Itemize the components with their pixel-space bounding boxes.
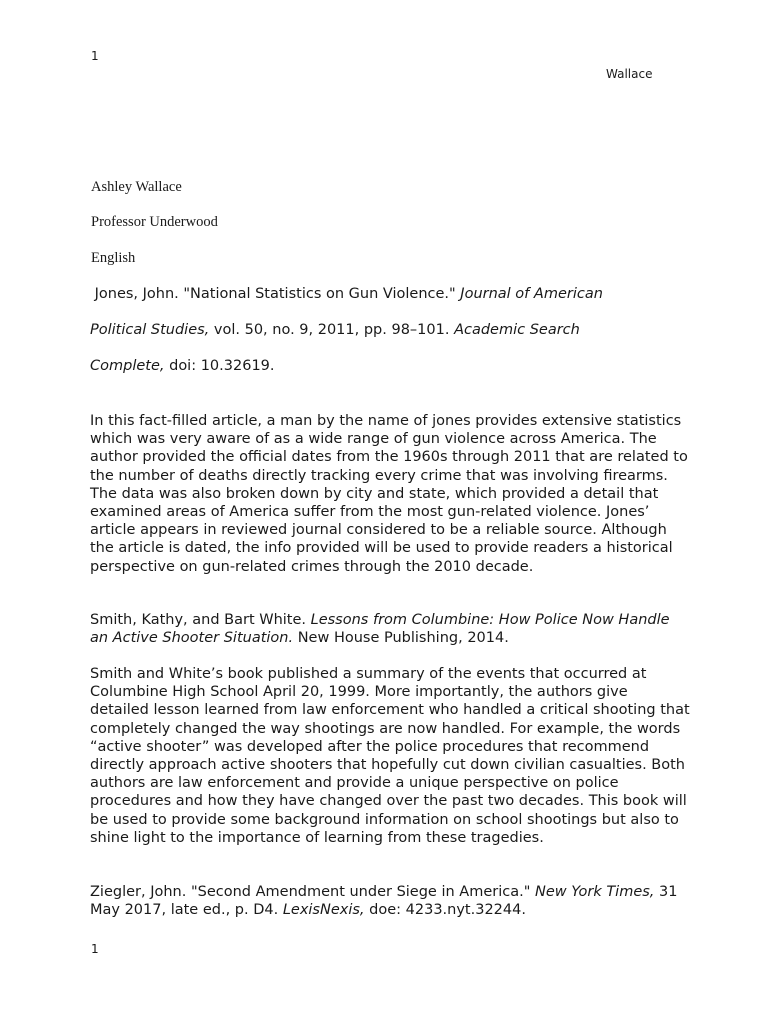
citation-text: Jones, John. "National Statistics on Gun Violence." [90, 286, 461, 302]
professor-name: Professor Underwood [91, 214, 218, 230]
citation-text: doi: 10.32619. [164, 358, 275, 374]
database-title: LexisNexis, [282, 902, 365, 919]
newspaper-title: New York Times, [534, 884, 655, 900]
annotation-smith-white: Smith and White’s book published a summary of the events that occurred at Columbine High School April 20, 1999. More importantly, the authors give detailed lesson learned from law enforcement who handled a critical shooting that completely changed the way shootings are now handled. For example, the words “active shooter” was developed after the police procedures that recommend directly approach active shooters that hopefully cut down civilian casualties. Both authors are law enforcement and provide a unique perspective on police procedures and how they have changed over the past two decades. This book will be used to provide some background information on school shootings but also to shine light to the importance of learning from these tragedies. [90, 666, 690, 846]
citation-ziegler [90, 883, 690, 919]
citation-text: 31 May 2017, late ed., p. D4. [90, 884, 683, 919]
citation-jones-line3 [90, 357, 275, 375]
database-title: Complete, [90, 358, 165, 374]
annotation-jones: In this fact-filled article, a man by the name of jones provides extensive statistics which was very aware of as a wide range of gun violence across America. The author provided the official dates from the 1960s through 2011 that are related to the number of deaths directly tracking every crime that was involving firearms. The data was also broken down by city and state, which provided a detail that examined areas of America suffer from the most gun-related violence. Jones’ article appears in reviewed journal considered to be a reliable source. Although the article is dated, the info provided will be used to provide readers a historical perspective on gun-related crimes through the 2010 decade. [90, 413, 688, 575]
citation-smith-white [90, 611, 690, 647]
database-title: Academic Search [454, 322, 580, 338]
citation-text: Ziegler, John. "Second Amendment under Siege in America." [90, 884, 535, 900]
journal-title: Journal of American [460, 286, 603, 302]
citation-jones-line2 [90, 321, 580, 339]
page-number-top: 1 [91, 49, 99, 63]
citation-text: Smith, Kathy, and Bart White. [90, 612, 311, 628]
citation-text: vol. 50, no. 9, 2011, pp. 98–101. [209, 322, 455, 338]
page-number-bottom: 1 [91, 942, 99, 956]
course-name: English [91, 250, 136, 266]
citation-jones-line1 [90, 285, 603, 303]
author-name: Ashley Wallace [91, 179, 182, 195]
citation-text: New House Publishing, 2014. [293, 630, 509, 647]
book-title: Lessons from Columbine: How Police Now Handle an Active Shooter Situation. [90, 612, 670, 647]
journal-title: Political Studies, [90, 322, 210, 338]
running-head: Wallace [606, 67, 653, 81]
citation-text: doe: 4233.nyt.32244. [364, 902, 526, 919]
